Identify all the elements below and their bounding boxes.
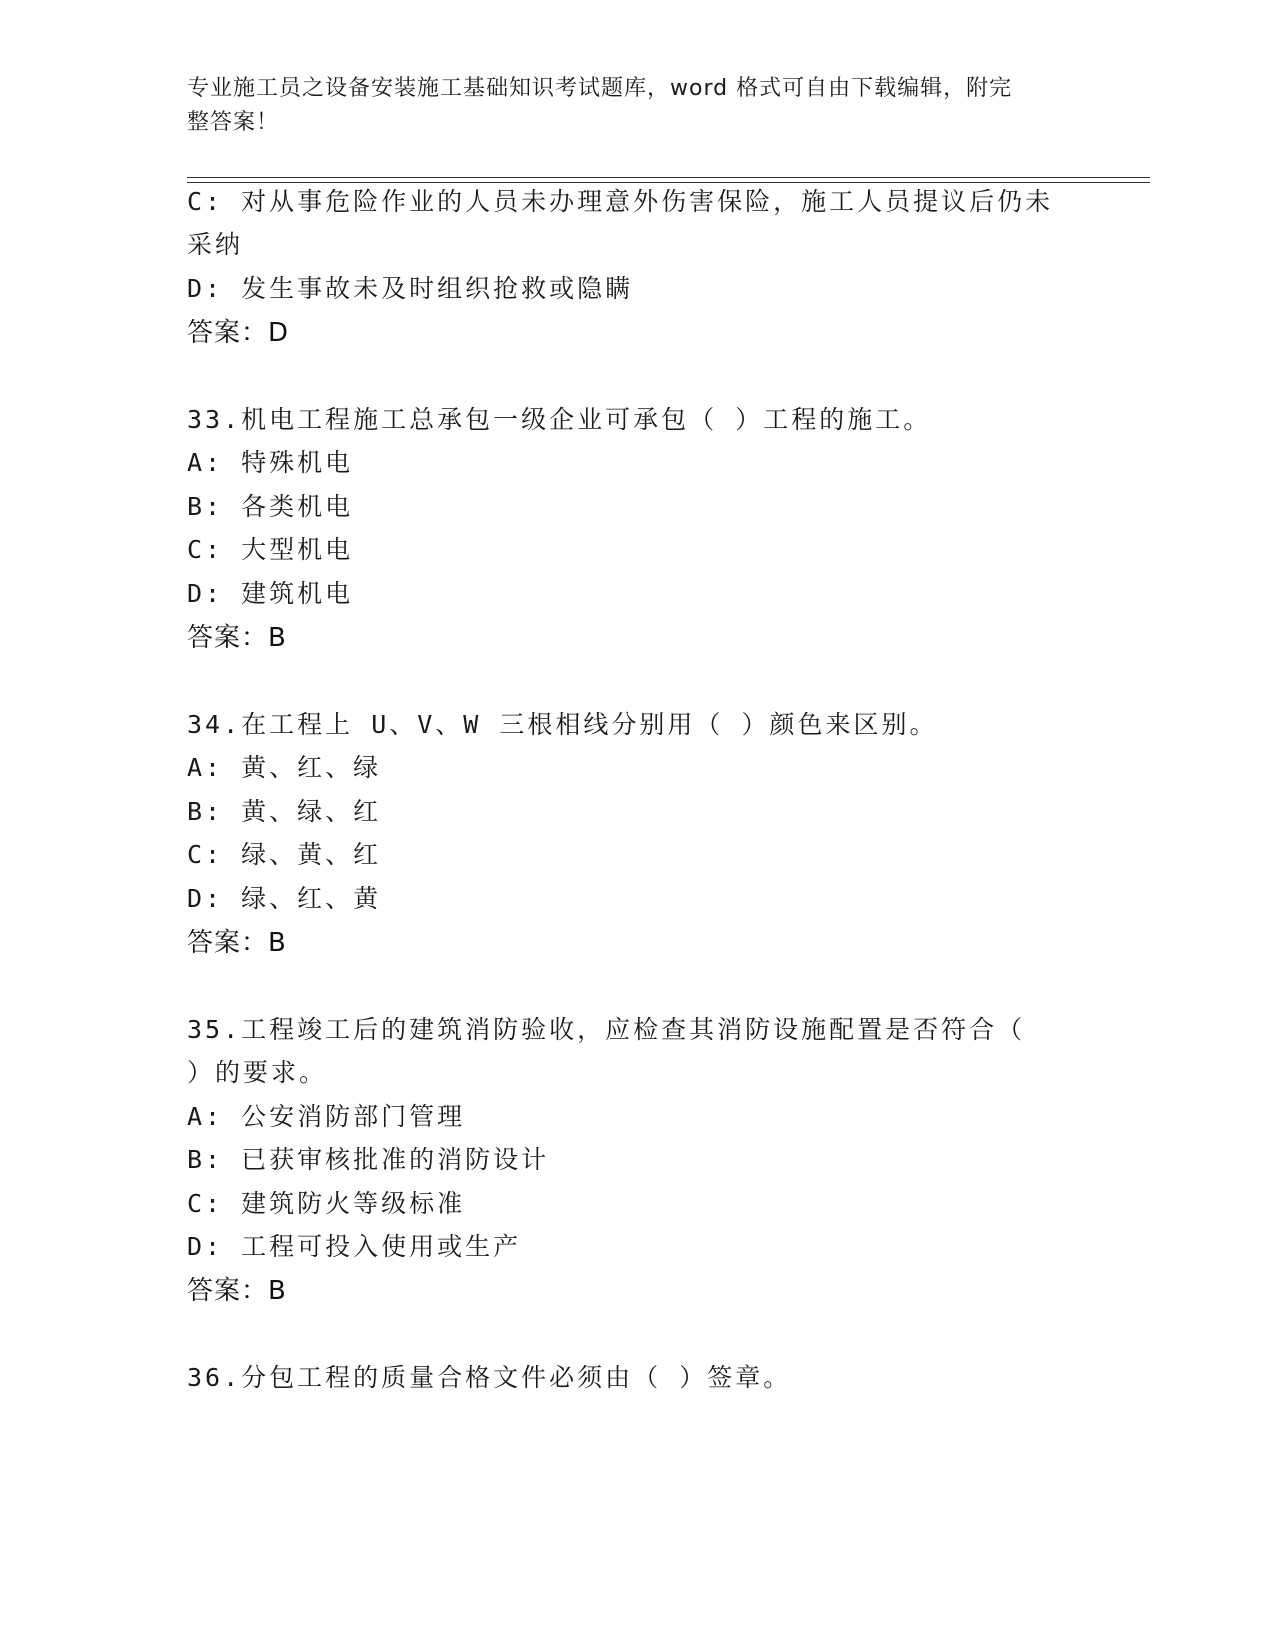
q35-option-b: B: 已获审核批准的消防设计 xyxy=(187,1145,550,1174)
header-line-2: 整答案！ xyxy=(187,110,280,135)
q33-answer: 答案：B xyxy=(187,623,287,653)
q33-option-a: A: 特殊机电 xyxy=(187,448,354,477)
q32-option-d: D: 发生事故未及时组织抢救或隐瞒 xyxy=(187,274,634,303)
q35-option-c: C: 建筑防火等级标准 xyxy=(187,1189,466,1218)
q33-question: 33.机电工程施工总承包一级企业可承包（ ）工程的施工。 xyxy=(187,405,932,434)
q34-question: 34.在工程上 U、V、W 三根相线分别用（ ）颜色来区别。 xyxy=(187,710,938,739)
q35-question-line2: ）的要求。 xyxy=(187,1058,328,1087)
q32-option-c-line2: 采纳 xyxy=(187,230,244,259)
header-divider-top xyxy=(187,177,1150,178)
q34-answer: 答案：B xyxy=(187,928,287,958)
q34-option-a: A: 黄、红、绿 xyxy=(187,753,382,782)
q35-option-a: A: 公安消防部门管理 xyxy=(187,1102,466,1131)
q34-option-d: D: 绿、红、黄 xyxy=(187,884,382,913)
document-header xyxy=(187,72,1067,140)
q35-question-line1: 35.工程竣工后的建筑消防验收，应检查其消防设施配置是否符合（ xyxy=(187,1015,1026,1044)
q33-option-d: D: 建筑机电 xyxy=(187,579,354,608)
q32-option-c-line1: C: 对从事危险作业的人员未办理意外伤害保险，施工人员提议后仍未 xyxy=(187,187,1054,216)
q36-question: 36.分包工程的质量合格文件必须由（ ）签章。 xyxy=(187,1363,792,1392)
q33-option-c: C: 大型机电 xyxy=(187,535,354,564)
q35-answer: 答案：B xyxy=(187,1276,287,1306)
q32-answer: 答案：D xyxy=(187,318,290,348)
q35-option-d: D: 工程可投入使用或生产 xyxy=(187,1232,522,1261)
q34-option-b: B: 黄、绿、红 xyxy=(187,797,382,826)
q33-option-b: B: 各类机电 xyxy=(187,492,354,521)
q34-option-c: C: 绿、黄、红 xyxy=(187,840,382,869)
header-line-1: 专业施工员之设备安装施工基础知识考试题库，word 格式可自由下载编辑，附完 xyxy=(187,76,1013,101)
